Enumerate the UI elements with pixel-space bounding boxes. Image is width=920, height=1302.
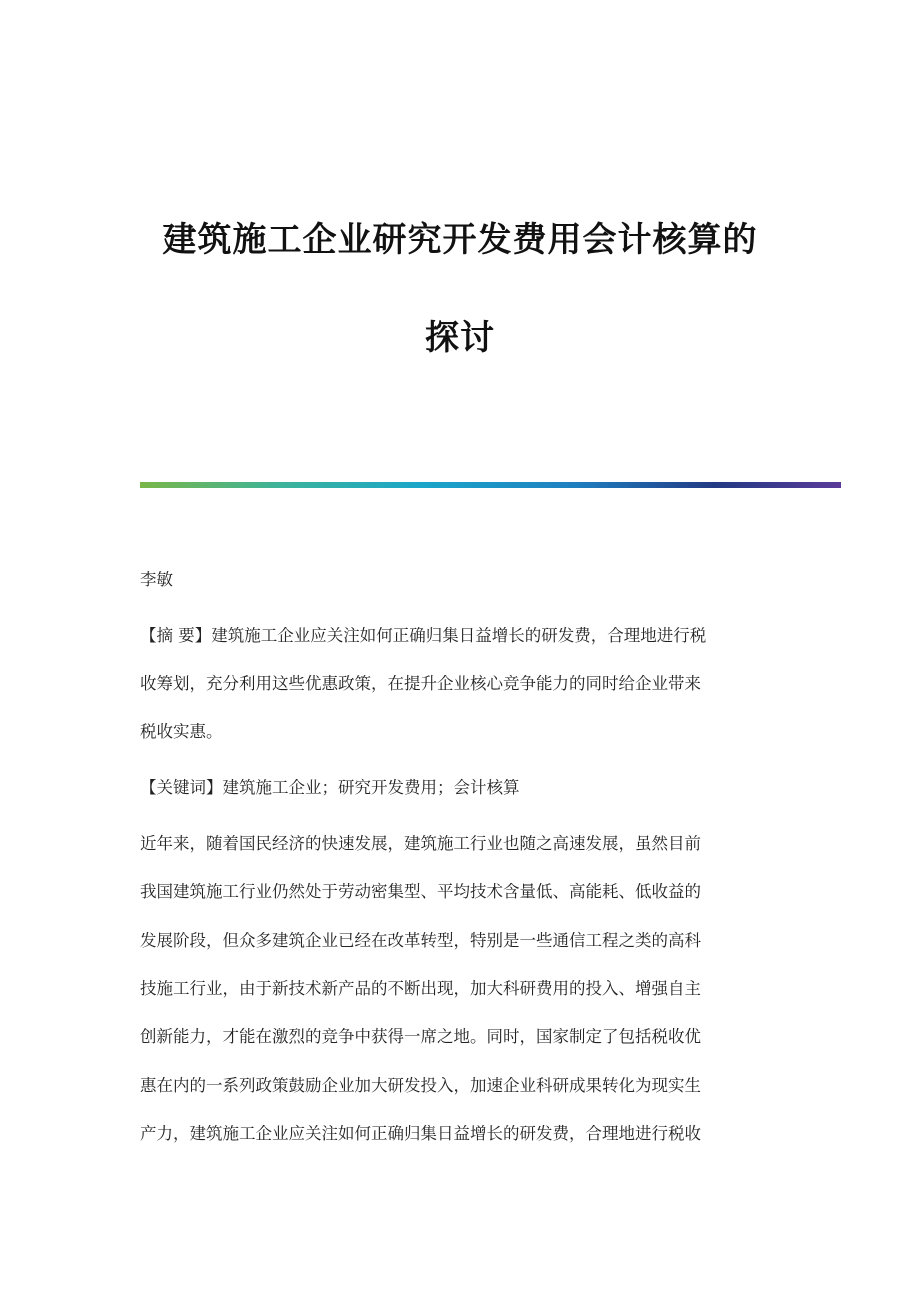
document-title-line-2: 探讨 bbox=[425, 318, 495, 358]
abstract-line: 税收实惠。 bbox=[140, 722, 223, 741]
abstract-line: 【摘 要】建筑施工企业应关注如何正确归集日益增长的研发费，合理地进行税 bbox=[140, 626, 707, 645]
paragraph-line: 发展阶段，但众多建筑企业已经在改革转型，特别是一些通信工程之类的高科 bbox=[140, 931, 701, 950]
abstract-line: 收筹划，充分利用这些优惠政策，在提升企业核心竞争能力的同时给企业带来 bbox=[140, 674, 701, 693]
paragraph-line: 技施工行业，由于新技术新产品的不断出现，加大科研费用的投入、增强自主 bbox=[140, 979, 701, 998]
paragraph-line: 创新能力，才能在激烈的竞争中获得一席之地。同时，国家制定了包括税收优 bbox=[140, 1027, 701, 1046]
paragraph-line: 惠在内的一系列政策鼓励企业加大研发投入，加速企业科研成果转化为现实生 bbox=[140, 1076, 701, 1095]
paragraph-line: 近年来，随着国民经济的快速发展，建筑施工行业也随之高速发展，虽然目前 bbox=[140, 834, 701, 853]
keywords-line: 【关键词】建筑施工企业；研究开发费用；会计核算 bbox=[140, 778, 520, 797]
title-divider bbox=[140, 482, 841, 488]
author-name: 李敏 bbox=[140, 570, 173, 589]
paragraph-line: 我国建筑施工行业仍然处于劳动密集型、平均技术含量低、高能耗、低收益的 bbox=[140, 882, 701, 901]
document-title-line-1: 建筑施工企业研究开发费用会计核算的 bbox=[162, 220, 758, 260]
paragraph-line: 产力，建筑施工企业应关注如何正确归集日益增长的研发费，合理地进行税收 bbox=[140, 1124, 701, 1143]
